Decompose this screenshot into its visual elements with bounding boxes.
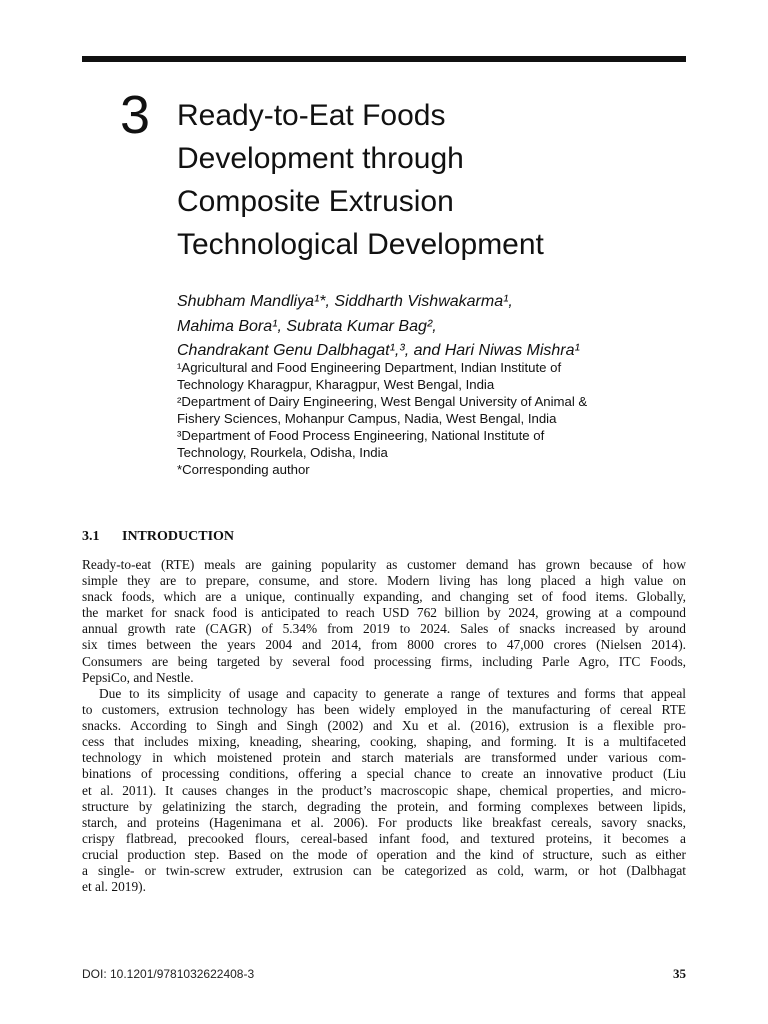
paragraph-line: the market for snack food is anticipated to reach USD 762 billion by 2024, growing at a compound — [82, 605, 686, 621]
paragraph-line: Consumers are being targeted by several food processing firms, including Parle Agro, ITC Foods, — [82, 653, 686, 669]
paragraph-line: crucial production step. Based on the mode of operation and the kind of structure, such as either — [82, 846, 686, 862]
paragraph-line: structure by gelatinizing the starch, degrading the protein, and forming complexes between lipids, — [82, 798, 686, 814]
affiliation-line: ³Department of Food Process Engineering, National Institute of — [177, 428, 545, 443]
author-list — [177, 290, 697, 364]
corresponding-author-note: *Corresponding author — [177, 462, 310, 477]
page-number: 35 — [673, 966, 686, 981]
paragraph-line: six times between the years 2004 and 2014, from 8000 crores to 47,000 crores (Nielsen 2014). — [82, 637, 686, 653]
paragraph-line: et al. 2011). It causes changes in the product’s macroscopic shape, chemical properties, and micro- — [82, 782, 686, 798]
paragraph-line: snacks. According to Singh and Singh (2002) and Xu et al. (2016), extrusion is a flexible pro- — [82, 718, 686, 734]
author-line: Mahima Bora¹, Subrata Kumar Bag², — [177, 317, 437, 335]
paragraph-line: a single- or twin-screw extruder, extrusion can be categorized as cold, warm, or hot (Dalbhagat — [82, 863, 686, 879]
paragraph-line: simple they are to prepare, consume, and store. Modern living has long placed a high value on — [82, 573, 686, 589]
chapter-title-line: Ready-to-Eat Foods — [177, 99, 446, 132]
doi-footer: DOI: 10.1201/9781032622408-3 — [82, 967, 255, 981]
paragraph-line: crispy flatbread, precooked flours, cereal-based infant food, and textured proteins, it becomes a — [82, 830, 686, 846]
paragraph-2 — [82, 686, 686, 895]
section-title: INTRODUCTION — [122, 529, 235, 544]
paragraph-line: starch, and proteins (Hagenimana et al. 2006). For products like breakfast cereals, savory snacks, — [82, 814, 686, 830]
affiliation-line: ²Department of Dairy Engineering, West Bengal University of Animal & — [177, 394, 588, 409]
paragraph-line: et al. 2019). — [82, 879, 146, 895]
paragraph-line: annual growth rate (CAGR) of 5.34% from 2019 to 2024. Sales of snacks increased by around — [82, 621, 686, 637]
paragraph-line: cess that includes mixing, kneading, shearing, cooking, shaping, and forming. It is a multifaceted — [82, 734, 686, 750]
paragraph-line: technology in which moistened protein and starch materials are transformed under various com- — [82, 750, 686, 766]
author-line: Shubham Mandliya¹*, Siddharth Vishwakarma¹, — [177, 293, 513, 310]
paragraph-line: Ready-to-eat (RTE) meals are gaining popularity as customer demand has grown because of how — [82, 557, 686, 572]
paragraph-line: binations of processing conditions, offering a special chance to create an innovative product (Liu — [82, 766, 686, 782]
paragraph-line: PepsiCo, and Nestle. — [82, 669, 194, 685]
affiliation-line: Technology, Rourkela, Odisha, India — [177, 445, 388, 460]
affiliation-line: Fishery Sciences, Mohanpur Campus, Nadia, West Bengal, India — [177, 411, 557, 426]
paragraph-line: snack foods, which are a unique, continually expanding, and changing set of food items. Globally, — [82, 589, 686, 605]
paragraph-line: to customers, extrusion technology has been widely employed in the manufacturing of cereal RTE — [82, 702, 686, 718]
paragraph-1 — [82, 557, 686, 686]
chapter-title-line: Development through — [177, 142, 464, 175]
top-rule — [82, 56, 686, 62]
affiliation-line: Technology Kharagpur, Kharagpur, West Bengal, India — [177, 377, 495, 392]
section-number: 3.1 — [82, 529, 100, 544]
chapter-title — [177, 94, 677, 266]
chapter-number: 3 — [120, 85, 151, 145]
section-heading — [82, 529, 234, 545]
author-line: Chandrakant Genu Dalbhagat¹,³, and Hari Niwas Mishra¹ — [177, 342, 580, 359]
affiliation-line: ¹Agricultural and Food Engineering Department, Indian Institute of — [177, 360, 562, 375]
chapter-title-line: Composite Extrusion — [177, 185, 454, 218]
chapter-title-line: Technological Development — [177, 228, 544, 261]
affiliations — [177, 359, 687, 478]
paragraph-line: Due to its simplicity of usage and capacity to generate a range of textures and forms that appeal — [99, 686, 686, 701]
